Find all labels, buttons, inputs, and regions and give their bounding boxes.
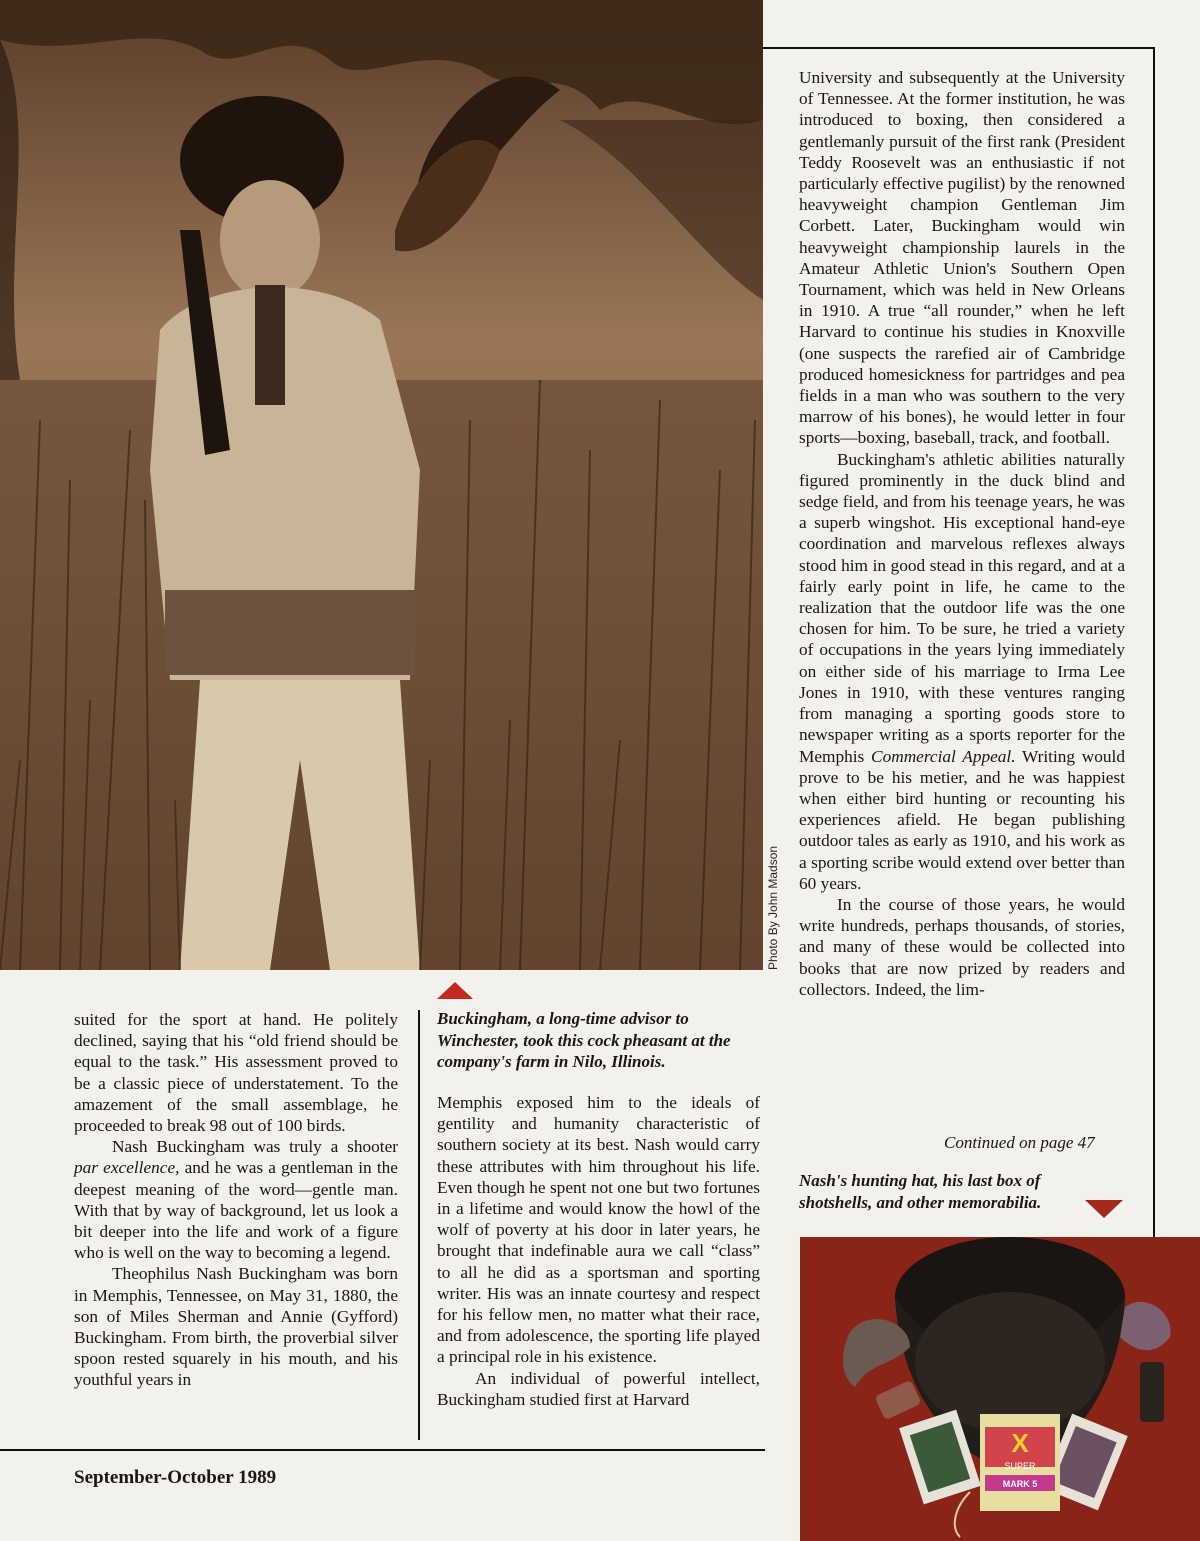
paragraph: In the course of those years, he would write hundreds, perhaps thousands, of stories, and many of these would be collected into books that are now prized by readers and collectors. Indeed, the lim- — [799, 894, 1125, 999]
issue-date-footer: September-October 1989 — [74, 1467, 277, 1488]
photo-credit: Photo By John Madson — [766, 845, 780, 970]
paragraph: Nash Buckingham was truly a shooter par excellence, and he was a gentleman in the deepest meaning of the word—gentle man. With that by way of background, let us look a bit deeper into the life and work of a figure who is well on the way to becoming a legend. — [74, 1137, 398, 1263]
right-rule — [1153, 47, 1155, 1237]
paragraph: University and subsequently at the University of Tennessee. At the former institution, he was introduced to boxing, then considered a gentlemanly pursuit of the first rank (President Teddy Roosevelt was an enthusiastic if not particularly effective pugilist) by the renowned heavyweight champion Gentleman Jim Corbett. Later, Buckingham would win heavyweight championship laurels in the Amateur Athletic Union's Southern Open Tournament, which was held in New Orleans in 1910. A true “all rounder,” when he left Harvard to continue his studies in Knoxville (one suspects the rarefied air of Cambridge produced homesickness for partridges and pea fields in a man who was southern to the very marrow of his bones), he would letter in four sports—boxing, baseball, track, and football. — [799, 68, 1125, 448]
column-divider — [418, 1010, 420, 1440]
hunter-photo — [0, 0, 763, 970]
shotshell-box-brand: SUPER — [1004, 1461, 1036, 1471]
continued-note: Continued on page 47 — [944, 1133, 1095, 1152]
top-rule — [763, 47, 1155, 49]
paragraph: Memphis exposed him to the ideals of gentility and humanity characteristic of southern society at its best. Nash would carry these attributes with him throughout his life. Even though he spent not one but two fortunes in a lifetime and would know the howl of the wolf of poverty at his door in later years, he brought that indefinable aura we call “class” to all he did as a sportsman and sporting writer. His was an innate courtesy and respect for his fellow men, no matter what their race, and from adolescence, the sporting life played a principal role in his existence. — [437, 1093, 760, 1367]
memorabilia-photo — [800, 1237, 1200, 1541]
caption-triangle-down-icon — [1085, 1200, 1123, 1218]
paragraph: Theophilus Nash Buckingham was born in Memphis, Tennessee, on May 31, 1880, the son of Miles Sherman and Annie (Gyfford) Buckingham. From birth, the proverbial silver spoon rested squarely in his mouth, and his youthful years in — [74, 1264, 398, 1390]
right-column — [799, 67, 1125, 1000]
caption-triangle-up-icon — [437, 982, 473, 999]
paragraph: Buckingham's athletic abilities naturally figured prominently in the duck blind and sedge field, and from his teenage years, he was a superb wingshot. His exceptional hand-eye coordination and marvelous reflexes always stood him in good stead in this regard, and at a fairly early point in life, he came to the realization that the outdoor life was the one chosen for him. To be sure, he tried a variety of occupations in the years lying immediately on either side of his marriage to Irma Lee Jones in 1910, with these ventures ranging from managing a sporting goods store to newspaper writing as a sports reporter for the Memphis Commercial Appeal. Writing would prove to be his metier, and he was happiest when either bird hunting or recounting his experiences afield. He began publishing outdoor tales as early as 1910, and his work as a sporting scribe would extend over better than 60 years. — [799, 449, 1125, 893]
shotshell-box-label: MARK 5 — [1002, 1479, 1038, 1489]
memorabilia-illustration — [800, 1237, 1200, 1541]
paragraph: An individual of powerful intellect, Buckingham studied first at Harvard — [437, 1368, 760, 1409]
hunter-photo-illustration — [0, 0, 763, 970]
newspaper-title: Commercial Appeal. — [871, 746, 1016, 766]
memorabilia-caption: Nash's hunting hat, his last box of shotshells, and other memorabilia. — [799, 1171, 1042, 1212]
bottom-rule — [0, 1449, 765, 1451]
shotshell-box-x: X — [1011, 1428, 1029, 1458]
left-column — [74, 1009, 398, 1391]
paragraph: suited for the sport at hand. He politely declined, saying that his “old friend should be equal to the task.” His assessment proved to be a classic piece of understatement. To the amazement of the small assemblage, he proceeded to break 98 out of 100 birds. — [74, 1010, 398, 1136]
italic-phrase: par excellence, — [74, 1158, 180, 1178]
photo-caption: Buckingham, a long-time advisor to Winchester, took this cock pheasant at the company's farm in Nilo, Illinois. — [437, 1009, 731, 1071]
middle-column — [437, 1092, 760, 1410]
